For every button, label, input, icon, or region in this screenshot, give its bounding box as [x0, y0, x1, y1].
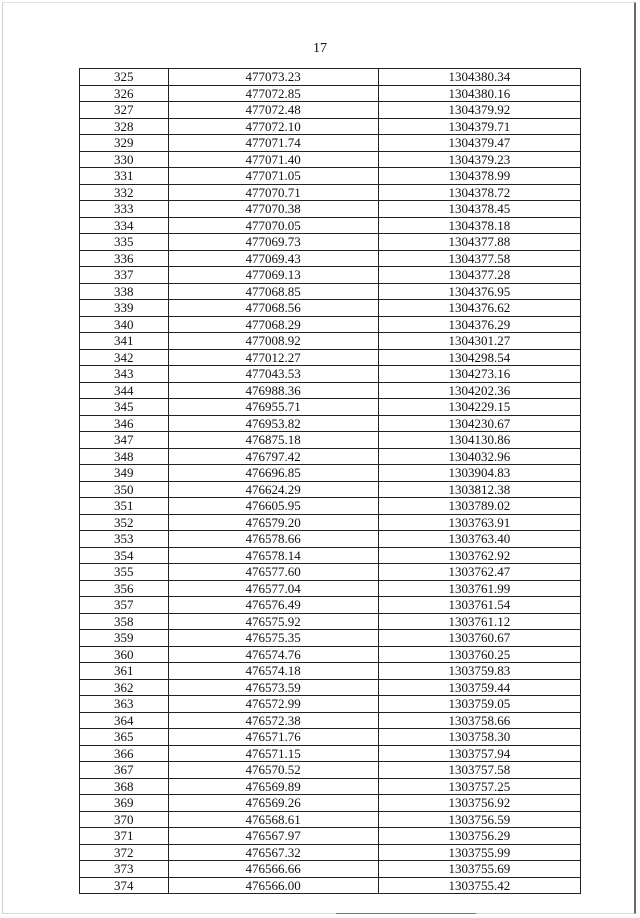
x-coordinate-cell: 477072.85: [168, 85, 378, 102]
point-number-cell: 353: [80, 531, 169, 548]
table-row: [80, 564, 581, 581]
bottom-edge-mark: [336, 913, 476, 914]
y-coordinate-cell: 1304376.95: [378, 283, 580, 300]
point-number-cell: 343: [80, 366, 169, 383]
table-row: [80, 531, 581, 548]
point-number-cell: 361: [80, 663, 169, 680]
x-coordinate-cell: 476566.66: [168, 861, 378, 878]
table-row: [80, 465, 581, 482]
x-coordinate-cell: 476574.76: [168, 646, 378, 663]
table-row: [80, 663, 581, 680]
point-number-cell: 369: [80, 795, 169, 812]
y-coordinate-cell: 1304273.16: [378, 366, 580, 383]
point-number-cell: 365: [80, 729, 169, 746]
table-row: [80, 811, 581, 828]
table-row: [80, 267, 581, 284]
x-coordinate-cell: 477069.13: [168, 267, 378, 284]
x-coordinate-cell: 476875.18: [168, 432, 378, 449]
y-coordinate-cell: 1303759.44: [378, 679, 580, 696]
point-number-cell: 345: [80, 399, 169, 416]
y-coordinate-cell: 1304380.16: [378, 85, 580, 102]
point-number-cell: 335: [80, 234, 169, 251]
y-coordinate-cell: 1303756.29: [378, 828, 580, 845]
table-row: [80, 316, 581, 333]
point-number-cell: 333: [80, 201, 169, 218]
point-number-cell: 332: [80, 184, 169, 201]
point-number-cell: 340: [80, 316, 169, 333]
x-coordinate-cell: 476577.04: [168, 580, 378, 597]
point-number-cell: 362: [80, 679, 169, 696]
point-number-cell: 351: [80, 498, 169, 515]
y-coordinate-cell: 1303757.25: [378, 778, 580, 795]
point-number-cell: 364: [80, 712, 169, 729]
x-coordinate-cell: 477043.53: [168, 366, 378, 383]
x-coordinate-cell: 476576.49: [168, 597, 378, 614]
x-coordinate-cell: 477068.56: [168, 300, 378, 317]
x-coordinate-cell: 477071.74: [168, 135, 378, 152]
y-coordinate-cell: 1304377.88: [378, 234, 580, 251]
table-row: [80, 729, 581, 746]
x-coordinate-cell: 476605.95: [168, 498, 378, 515]
y-coordinate-cell: 1303756.59: [378, 811, 580, 828]
table-row: [80, 828, 581, 845]
y-coordinate-cell: 1303759.83: [378, 663, 580, 680]
point-number-cell: 374: [80, 877, 169, 894]
table-row: [80, 481, 581, 498]
table-row: [80, 151, 581, 168]
y-coordinate-cell: 1303761.12: [378, 613, 580, 630]
table-row: [80, 630, 581, 647]
point-number-cell: 359: [80, 630, 169, 647]
table-row: [80, 217, 581, 234]
point-number-cell: 334: [80, 217, 169, 234]
table-row: [80, 432, 581, 449]
x-coordinate-cell: 476573.59: [168, 679, 378, 696]
x-coordinate-cell: 476696.85: [168, 465, 378, 482]
table-row: [80, 85, 581, 102]
x-coordinate-cell: 476577.60: [168, 564, 378, 581]
table-row: [80, 399, 581, 416]
y-coordinate-cell: 1303760.67: [378, 630, 580, 647]
x-coordinate-cell: 476797.42: [168, 448, 378, 465]
table-row: [80, 762, 581, 779]
table-row: [80, 184, 581, 201]
point-number-cell: 349: [80, 465, 169, 482]
table-row: [80, 547, 581, 564]
x-coordinate-cell: 477069.73: [168, 234, 378, 251]
x-coordinate-cell: 476567.97: [168, 828, 378, 845]
table-row: [80, 283, 581, 300]
x-coordinate-cell: 476578.66: [168, 531, 378, 548]
table-row: [80, 696, 581, 713]
x-coordinate-cell: 476955.71: [168, 399, 378, 416]
x-coordinate-cell: 477070.05: [168, 217, 378, 234]
x-coordinate-cell: 476570.52: [168, 762, 378, 779]
x-coordinate-cell: 477072.48: [168, 102, 378, 119]
point-number-cell: 328: [80, 118, 169, 135]
point-number-cell: 363: [80, 696, 169, 713]
table-row: [80, 514, 581, 531]
point-number-cell: 338: [80, 283, 169, 300]
y-coordinate-cell: 1304377.58: [378, 250, 580, 267]
point-number-cell: 339: [80, 300, 169, 317]
table-row: [80, 646, 581, 663]
x-coordinate-cell: 477068.85: [168, 283, 378, 300]
point-number-cell: 344: [80, 382, 169, 399]
x-coordinate-cell: 476578.14: [168, 547, 378, 564]
point-number-cell: 330: [80, 151, 169, 168]
point-number-cell: 325: [80, 69, 169, 86]
x-coordinate-cell: 476572.99: [168, 696, 378, 713]
y-coordinate-cell: 1303758.66: [378, 712, 580, 729]
table-row: [80, 877, 581, 894]
y-coordinate-cell: 1303755.69: [378, 861, 580, 878]
x-coordinate-cell: 476571.76: [168, 729, 378, 746]
x-coordinate-cell: 476566.00: [168, 877, 378, 894]
x-coordinate-cell: 476575.35: [168, 630, 378, 647]
y-coordinate-cell: 1303758.30: [378, 729, 580, 746]
x-coordinate-cell: 476624.29: [168, 481, 378, 498]
point-number-cell: 354: [80, 547, 169, 564]
point-number-cell: 372: [80, 844, 169, 861]
point-number-cell: 367: [80, 762, 169, 779]
table-row: [80, 69, 581, 86]
table-row: [80, 613, 581, 630]
y-coordinate-cell: 1304379.23: [378, 151, 580, 168]
y-coordinate-cell: 1303762.47: [378, 564, 580, 581]
y-coordinate-cell: 1304230.67: [378, 415, 580, 432]
page-number: 17: [313, 41, 327, 56]
y-coordinate-cell: 1304229.15: [378, 399, 580, 416]
table-row: [80, 300, 581, 317]
coordinates-table-body: [80, 69, 581, 894]
point-number-cell: 370: [80, 811, 169, 828]
x-coordinate-cell: 477068.29: [168, 316, 378, 333]
y-coordinate-cell: 1303762.92: [378, 547, 580, 564]
point-number-cell: 341: [80, 333, 169, 350]
point-number-cell: 342: [80, 349, 169, 366]
table-row: [80, 366, 581, 383]
y-coordinate-cell: 1304378.45: [378, 201, 580, 218]
x-coordinate-cell: 476568.61: [168, 811, 378, 828]
y-coordinate-cell: 1303757.58: [378, 762, 580, 779]
table-row: [80, 844, 581, 861]
point-number-cell: 346: [80, 415, 169, 432]
table-row: [80, 712, 581, 729]
x-coordinate-cell: 476572.38: [168, 712, 378, 729]
table-row: [80, 745, 581, 762]
x-coordinate-cell: 477071.40: [168, 151, 378, 168]
point-number-cell: 355: [80, 564, 169, 581]
point-number-cell: 371: [80, 828, 169, 845]
table-row: [80, 778, 581, 795]
table-row: [80, 679, 581, 696]
point-number-cell: 352: [80, 514, 169, 531]
point-number-cell: 336: [80, 250, 169, 267]
y-coordinate-cell: 1303761.54: [378, 597, 580, 614]
point-number-cell: 348: [80, 448, 169, 465]
point-number-cell: 368: [80, 778, 169, 795]
table-row: [80, 795, 581, 812]
point-number-cell: 331: [80, 168, 169, 185]
x-coordinate-cell: 476953.82: [168, 415, 378, 432]
table-row: [80, 448, 581, 465]
y-coordinate-cell: 1304376.29: [378, 316, 580, 333]
table-row: [80, 118, 581, 135]
point-number-cell: 326: [80, 85, 169, 102]
y-coordinate-cell: 1304378.99: [378, 168, 580, 185]
point-number-cell: 358: [80, 613, 169, 630]
point-number-cell: 356: [80, 580, 169, 597]
y-coordinate-cell: 1303760.25: [378, 646, 580, 663]
x-coordinate-cell: 477073.23: [168, 69, 378, 86]
x-coordinate-cell: 476569.26: [168, 795, 378, 812]
y-coordinate-cell: 1304301.27: [378, 333, 580, 350]
y-coordinate-cell: 1303789.02: [378, 498, 580, 515]
x-coordinate-cell: 476988.36: [168, 382, 378, 399]
y-coordinate-cell: 1303756.92: [378, 795, 580, 812]
table-row: [80, 102, 581, 119]
point-number-cell: 357: [80, 597, 169, 614]
table-row: [80, 415, 581, 432]
x-coordinate-cell: 477012.27: [168, 349, 378, 366]
table-row: [80, 382, 581, 399]
x-coordinate-cell: 477008.92: [168, 333, 378, 350]
x-coordinate-cell: 476574.18: [168, 663, 378, 680]
x-coordinate-cell: 476579.20: [168, 514, 378, 531]
y-coordinate-cell: 1304130.86: [378, 432, 580, 449]
x-coordinate-cell: 476571.15: [168, 745, 378, 762]
y-coordinate-cell: 1304376.62: [378, 300, 580, 317]
point-number-cell: 373: [80, 861, 169, 878]
table-row: [80, 201, 581, 218]
x-coordinate-cell: 476575.92: [168, 613, 378, 630]
y-coordinate-cell: 1304378.72: [378, 184, 580, 201]
y-coordinate-cell: 1303755.99: [378, 844, 580, 861]
point-number-cell: 337: [80, 267, 169, 284]
y-coordinate-cell: 1304380.34: [378, 69, 580, 86]
y-coordinate-cell: 1304379.47: [378, 135, 580, 152]
x-coordinate-cell: 477071.05: [168, 168, 378, 185]
point-number-cell: 350: [80, 481, 169, 498]
table-row: [80, 580, 581, 597]
y-coordinate-cell: 1303763.91: [378, 514, 580, 531]
point-number-cell: 347: [80, 432, 169, 449]
x-coordinate-cell: 477069.43: [168, 250, 378, 267]
x-coordinate-cell: 477070.71: [168, 184, 378, 201]
x-coordinate-cell: 476569.89: [168, 778, 378, 795]
y-coordinate-cell: 1303761.99: [378, 580, 580, 597]
y-coordinate-cell: 1304202.36: [378, 382, 580, 399]
table-row: [80, 135, 581, 152]
y-coordinate-cell: 1304378.18: [378, 217, 580, 234]
x-coordinate-cell: 476567.32: [168, 844, 378, 861]
y-coordinate-cell: 1303759.05: [378, 696, 580, 713]
y-coordinate-cell: 1304377.28: [378, 267, 580, 284]
y-coordinate-cell: 1304379.92: [378, 102, 580, 119]
y-coordinate-cell: 1303904.83: [378, 465, 580, 482]
y-coordinate-cell: 1304032.96: [378, 448, 580, 465]
point-number-cell: 360: [80, 646, 169, 663]
table-row: [80, 333, 581, 350]
y-coordinate-cell: 1304379.71: [378, 118, 580, 135]
table-row: [80, 597, 581, 614]
y-coordinate-cell: 1303763.40: [378, 531, 580, 548]
table-row: [80, 250, 581, 267]
table-row: [80, 168, 581, 185]
x-coordinate-cell: 477070.38: [168, 201, 378, 218]
table-row: [80, 349, 581, 366]
y-coordinate-cell: 1303755.42: [378, 877, 580, 894]
table-row: [80, 498, 581, 515]
y-coordinate-cell: 1304298.54: [378, 349, 580, 366]
point-number-cell: 366: [80, 745, 169, 762]
table-row: [80, 234, 581, 251]
y-coordinate-cell: 1303757.94: [378, 745, 580, 762]
point-number-cell: 329: [80, 135, 169, 152]
x-coordinate-cell: 477072.10: [168, 118, 378, 135]
table-row: [80, 861, 581, 878]
point-number-cell: 327: [80, 102, 169, 119]
y-coordinate-cell: 1303812.38: [378, 481, 580, 498]
coordinates-table: [79, 68, 581, 894]
